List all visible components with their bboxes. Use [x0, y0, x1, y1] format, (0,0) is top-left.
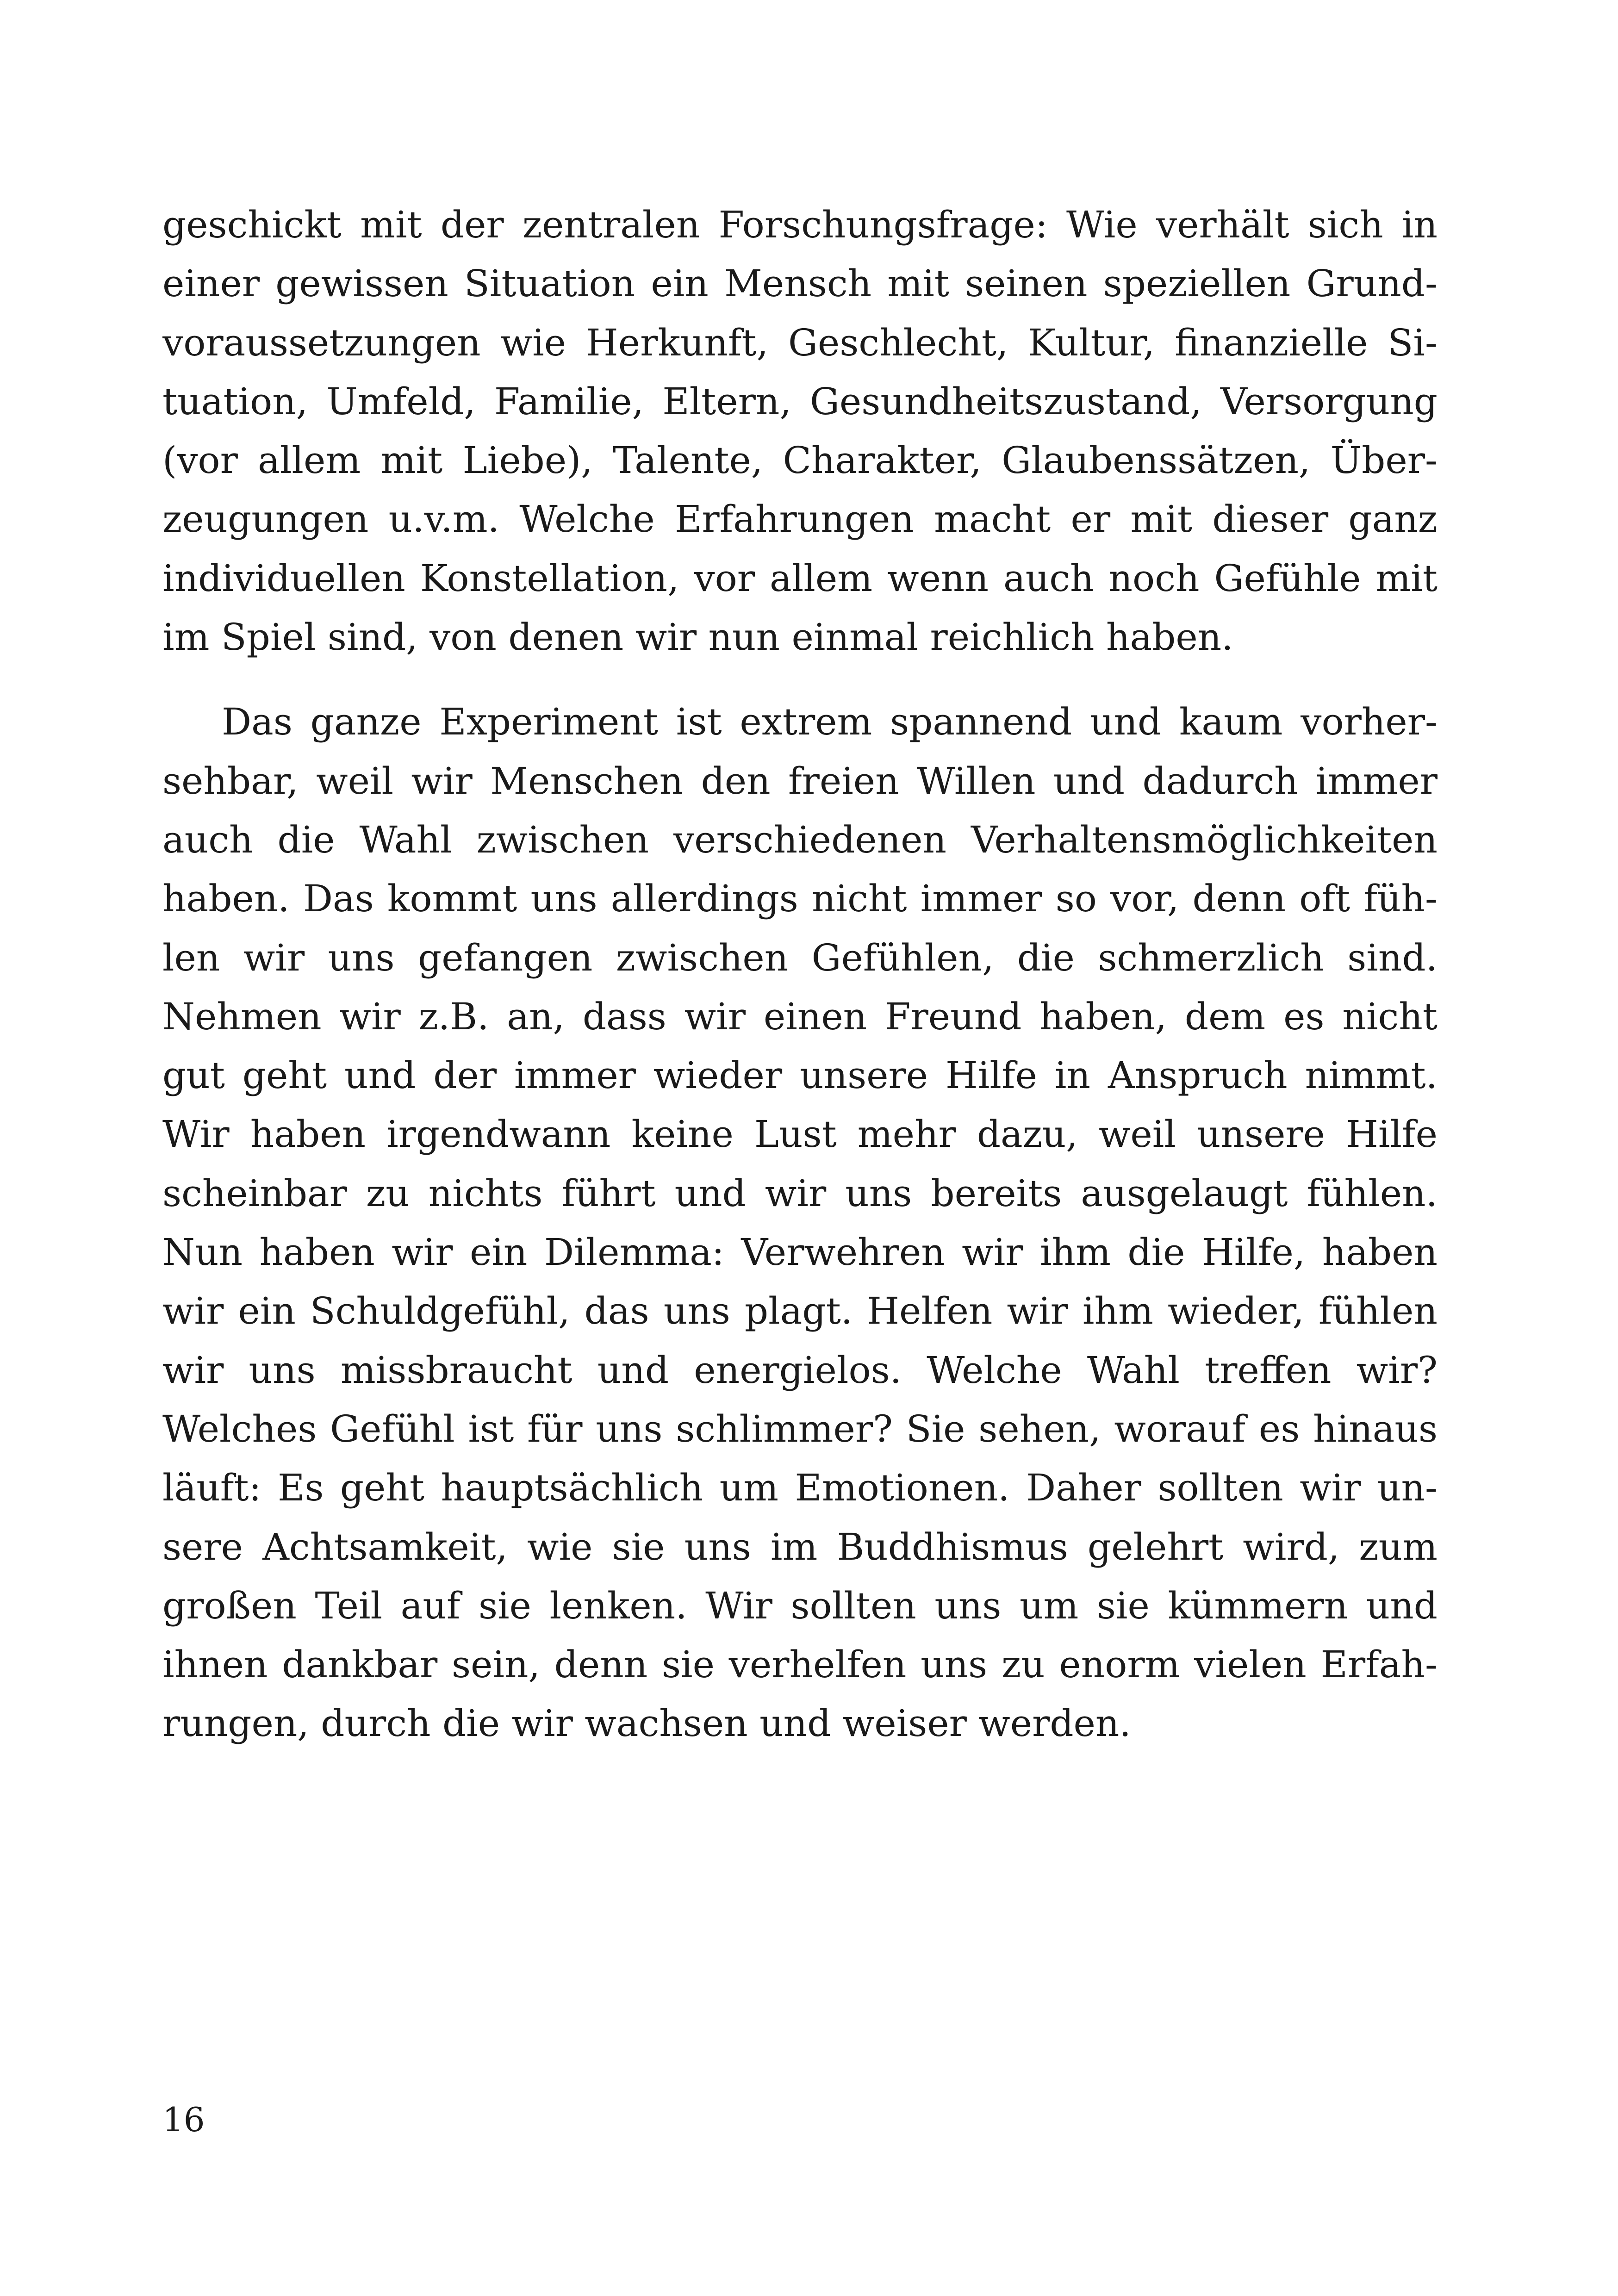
text-line: scheinbar zu nichts führt und wir uns bereits ausgelaugt fühlen.	[162, 1171, 1438, 1215]
paragraph-1	[162, 195, 1438, 666]
text-line: Wir haben irgendwann keine Lust mehr dazu, weil unsere Hilfe	[162, 1113, 1438, 1156]
text-line: rungen, durch die wir wachsen und weiser werden.	[162, 1702, 1131, 1745]
text-line: läuft: Es geht hauptsächlich um Emotionen. Daher sollten wir un-	[162, 1466, 1438, 1510]
text-line: zeugungen u.v.m. Welche Erfahrungen macht er mit dieser ganz	[162, 498, 1438, 541]
text-line: sere Achtsamkeit, wie sie uns im Buddhismus gelehrt wird, zum	[162, 1525, 1438, 1568]
text-line: wir ein Schuldgefühl, das uns plagt. Helfen wir ihm wieder, fühlen	[162, 1289, 1438, 1333]
text-line: wir uns missbraucht und energielos. Welche Wahl treffen wir?	[162, 1348, 1438, 1392]
text-line: Nun haben wir ein Dilemma: Verwehren wir ihm die Hilfe, haben	[162, 1231, 1438, 1274]
text-line: geschickt mit der zentralen Forschungsfrage: Wie verhält sich in	[162, 203, 1438, 246]
text-line: (vor allem mit Liebe), Talente, Charakter, Glaubenssätzen, Über-	[162, 439, 1438, 482]
text-line: auch die Wahl zwischen verschiedenen Verhaltensmöglichkeiten	[162, 818, 1438, 861]
paragraph-spacer	[162, 666, 1438, 692]
body-text	[162, 195, 1438, 1753]
text-line: im Spiel sind, von denen wir nun einmal reichlich haben.	[162, 616, 1233, 659]
text-line: einer gewissen Situation ein Mensch mit seinen speziellen Grund-	[162, 262, 1438, 305]
text-line: ihnen dankbar sein, denn sie verhelfen uns zu enorm vielen Erfah-	[162, 1643, 1438, 1686]
text-line: individuellen Konstellation, vor allem wenn auch noch Gefühle mit	[162, 556, 1438, 600]
paragraph-2	[162, 692, 1438, 1753]
text-line: tuation, Umfeld, Familie, Eltern, Gesundheitszustand, Versorgung	[162, 380, 1438, 423]
text-line: gut geht und der immer wieder unsere Hilfe in Anspruch nimmt.	[162, 1054, 1438, 1097]
text-line: voraussetzungen wie Herkunft, Geschlecht, Kultur, finanzielle Si-	[162, 321, 1438, 364]
text-line: haben. Das kommt uns allerdings nicht immer so vor, denn oft füh-	[162, 877, 1438, 921]
text-line: Nehmen wir z.B. an, dass wir einen Freund haben, dem es nicht	[162, 995, 1438, 1038]
page-number: 16	[162, 2100, 205, 2139]
text-line: sehbar, weil wir Menschen den freien Willen und dadurch immer	[162, 759, 1438, 803]
text-line: großen Teil auf sie lenken. Wir sollten uns um sie kümmern und	[162, 1584, 1438, 1627]
text-line: len wir uns gefangen zwischen Gefühlen, die schmerzlich sind.	[162, 936, 1438, 979]
text-line: Das ganze Experiment ist extrem spannend und kaum vorher-	[222, 700, 1438, 744]
text-line: Welches Gefühl ist für uns schlimmer? Sie sehen, worauf es hinaus	[162, 1407, 1438, 1450]
